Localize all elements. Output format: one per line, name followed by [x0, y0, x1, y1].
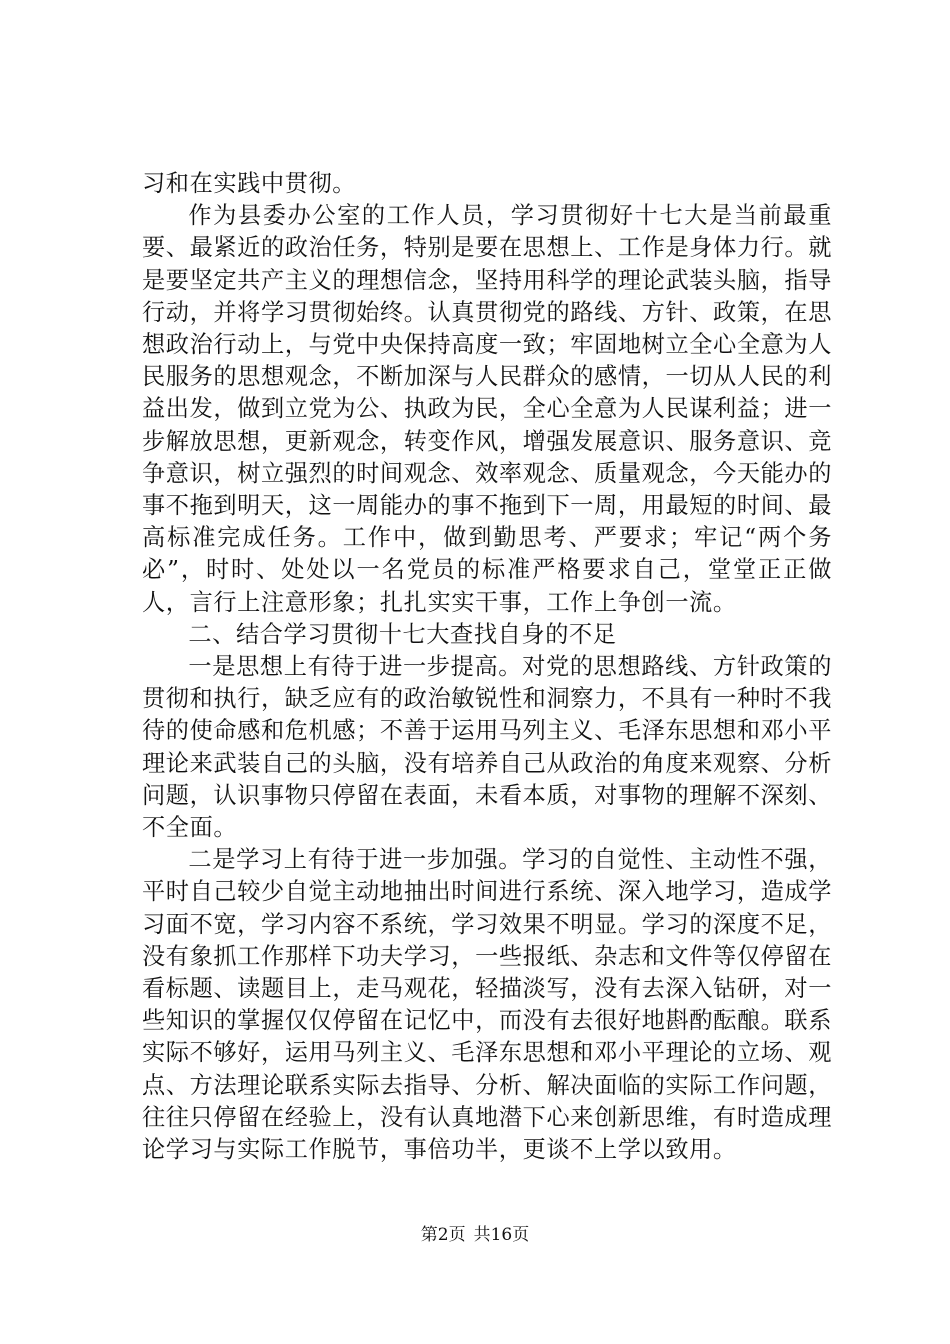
- section-heading: 二、结合学习贯彻十七大查找自身的不足: [188, 620, 617, 648]
- paragraph-continuation: 习和在实践中贯彻。: [142, 170, 357, 197]
- paragraph: 二是学习上有待于进一步加强。学习的自觉性、主动性不强，平时自己较少自觉主动地抽出时间进行系统、深入地学习，造成学习面不宽，学习内容不系统，学习效果不明显。学习的深度不足，没有象抓工作那样下功夫学习，一些报纸、杂志和文件等仅停留在看标题、读题目上，走马观花，轻描淡写，没有去深入钻研，对一些知识的掌握仅仅停留在记忆中，而没有去很好地斟酌酝酿。联系实际不够好，运用马列主义、毛泽东思想和邓小平理论的立场、观点、方法理论联系实际去指导、分析、解决面临的实际工作问题，往往只停留在经验上，没有认真地潜下心来创新思维，有时造成理论学习与实际工作脱节，事倍功半，更谈不上学以致用。: [142, 846, 832, 1164]
- paragraph: 作为县委办公室的工作人员，学习贯彻好十七大是当前最重要、最紧近的政治任务，特别是要在思想上、工作是身体力行。就是要坚定共产主义的理想信念，坚持用科学的理论武装头脑，指导行动，并将学习贯彻始终。认真贯彻党的路线、方针、政策，在思想政治行动上，与党中央保持高度一致；牢固地树立全心全意为人民服务的思想观念，不断加深与人民群众的感情，一切从人民的利益出发，做到立党为公、执政为民，全心全意为人民谋利益；进一步解放思想，更新观念，转变作风，增强发展意识、服务意识、竞争意识，树立强烈的时间观念、效率观念、质量观念，今天能办的事不拖到明天，这一周能办的事不拖到下一周，用最短的时间、最高标准完成任务。工作中，做到勤思考、严要求；牢记“两个务必”，时时、处处以一名党员的标准严格要求自己，堂堂正正做人，言行上注意形象；扎扎实实干事，工作上争创一流。: [142, 202, 832, 616]
- page-total: 共16页: [473, 1225, 530, 1245]
- paragraph: 一是思想上有待于进一步提高。对党的思想路线、方针政策的贯彻和执行，缺乏应有的政治敏锐性和洞察力，不具有一种时不我待的使命感和危机感；不善于运用马列主义、毛泽东思想和邓小平理论来武装自己的头脑，没有培养自己从政治的角度来观察、分析问题，认识事物只停留在表面，未看本质，对事物的理解不深刻、不全面。: [142, 653, 832, 842]
- document-body: [142, 168, 832, 1166]
- page-footer: [0, 1220, 950, 1245]
- page-number: 第2页: [420, 1225, 466, 1245]
